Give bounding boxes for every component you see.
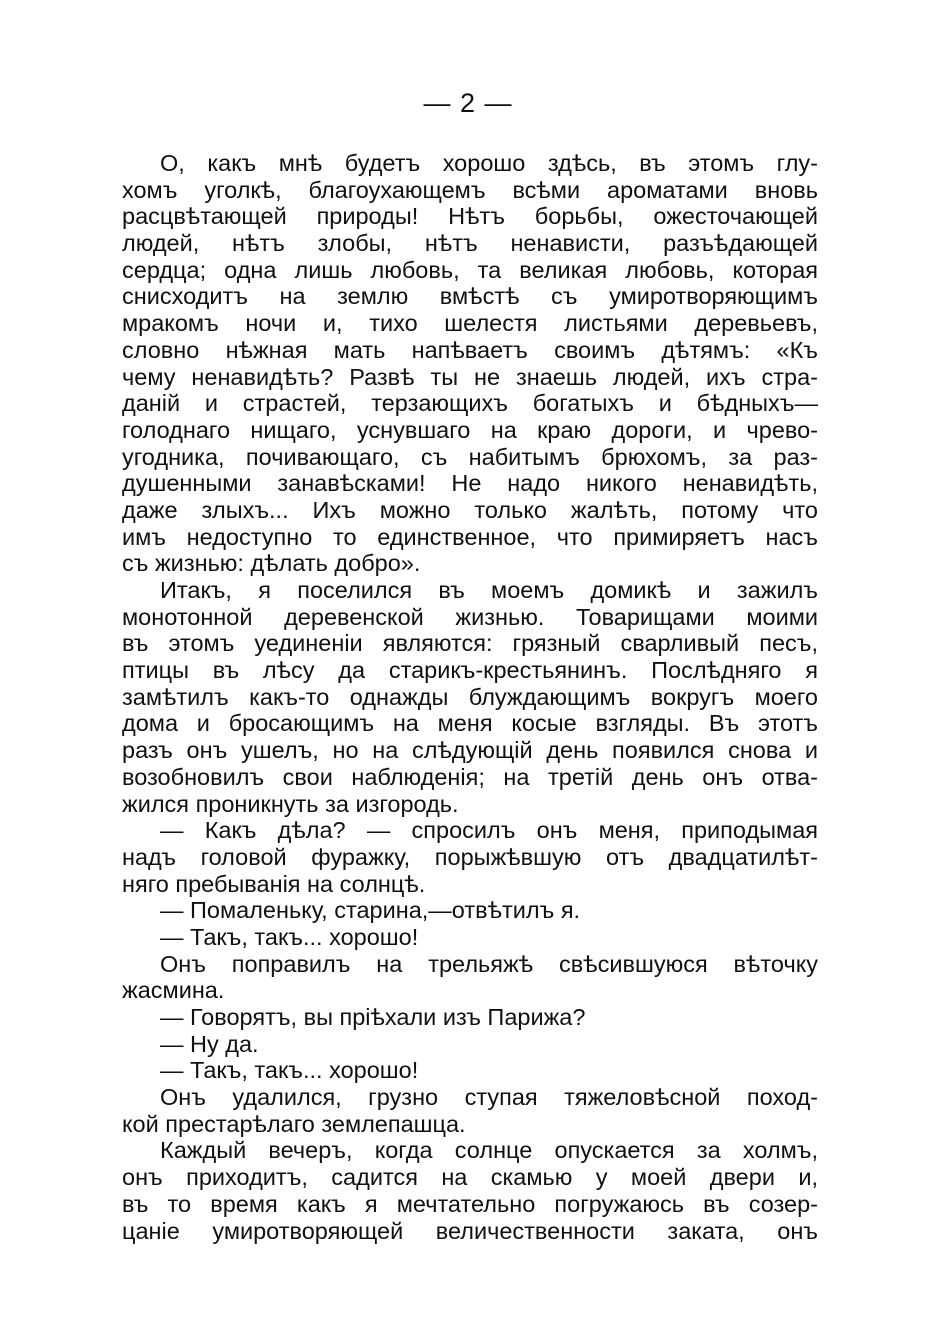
text-line: Онъ удалился, грузно ступая тяжеловѣсной поход- [160,1084,818,1111]
text-line: хомъ уголкѣ, благоухающемъ всѣми ароматами вновь [122,176,818,203]
text-line: — Ну да. [160,1030,259,1057]
text-line: людей, нѣтъ злобы, нѣтъ ненависти, разъѣдающей [122,230,818,257]
text-line: даній и страстей, терзающихъ богатыхъ и бѣдныхъ— [122,390,818,417]
text-line: снисходитъ на землю вмѣстѣ съ умиротворяющимъ [122,283,818,310]
text-line: няго пребыванія на солнцѣ. [122,870,426,897]
text-line: кой престарѣлаго землепашца. [122,1110,466,1137]
text-line: въ то время какъ я мечтательно погружаюсь въ созер- [122,1190,818,1217]
text-line: Итакъ, я поселился въ моемъ домикѣ и зажилъ [160,577,818,603]
text-line: онъ приходитъ, садится на скамью у моей двери и, [122,1164,818,1191]
text-line: птицы въ лѣсу да старикъ-крестьянинъ. Послѣдняго я [122,657,818,684]
text-line: душенными занавѣсками! Не надо никого ненавидѣть, [122,470,818,497]
text-line: чему ненавидѣть? Развѣ ты не знаешь людей, ихъ стра- [122,363,818,390]
text-line: возобновилъ свои наблюденія; на третій день онъ отва- [122,763,818,790]
page-body-text [122,150,818,1244]
text-line: цаніе умиротворяющей величественности заката, онъ [122,1217,818,1244]
text-line: — Говорятъ, вы пріѣхали изъ Парижа? [160,1004,586,1030]
text-line: Онъ поправилъ на трельяжѣ свѣсившуюся вѣточку [160,950,818,977]
text-line: надъ головой фуражку, порыжѣвшую отъ двадцатилѣт- [122,843,818,870]
text-line: — Какъ дѣла? — спросилъ онъ меня, приподымая [160,817,818,844]
text-line: расцвѣтающей природы! Нѣтъ борьбы, ожесточающей [122,203,818,230]
text-line: дома и бросающимъ на меня косые взгляды. Въ этотъ [122,710,818,737]
text-line: Каждый вечеръ, когда солнце опускается за холмъ, [160,1137,818,1164]
text-line: замѣтилъ какъ-то однажды блуждающимъ вокругъ моего [122,683,818,710]
text-line: жасмина. [122,977,225,1004]
text-line: въ этомъ уединеніи являются: грязный сварливый песъ, [122,630,818,657]
text-line: монотонной деревенской жизнью. Товарищами моими [122,603,818,630]
text-line: жился проникнуть за изгородь. [122,790,459,817]
page-number: — 2 — [423,88,513,118]
text-line: — Такъ, такъ... хорошо! [160,1057,419,1084]
text-line: имъ недоступно то единственное, что примиряетъ насъ [122,523,818,550]
text-line: разъ онъ ушелъ, но на слѣдующій день появился снова и [122,737,818,764]
text-line: угодника, почивающаго, съ набитымъ брюхомъ, за раз- [122,443,818,470]
text-line: сердца; одна лишь любовь, та великая любовь, которая [122,256,818,283]
text-line: мракомъ ночи и, тихо шелестя листьями деревьевъ, [122,310,818,337]
text-line: — Помаленьку, старина,—отвѣтилъ я. [160,897,581,924]
text-line: — Такъ, такъ... хорошо! [160,923,419,950]
text-line: съ жизнью: дѣлать добро». [122,550,421,577]
text-line: даже злыхъ... Ихъ можно только жалѣть, потому что [122,496,818,523]
text-line: словно нѣжная мать напѣваетъ своимъ дѣтямъ: «Къ [122,336,818,363]
text-line: О, какъ мнѣ будетъ хорошо здѣсь, въ этомъ глу- [160,150,818,176]
text-line: голоднаго нищаго, уснувшаго на краю дороги, и чрево- [122,416,818,443]
